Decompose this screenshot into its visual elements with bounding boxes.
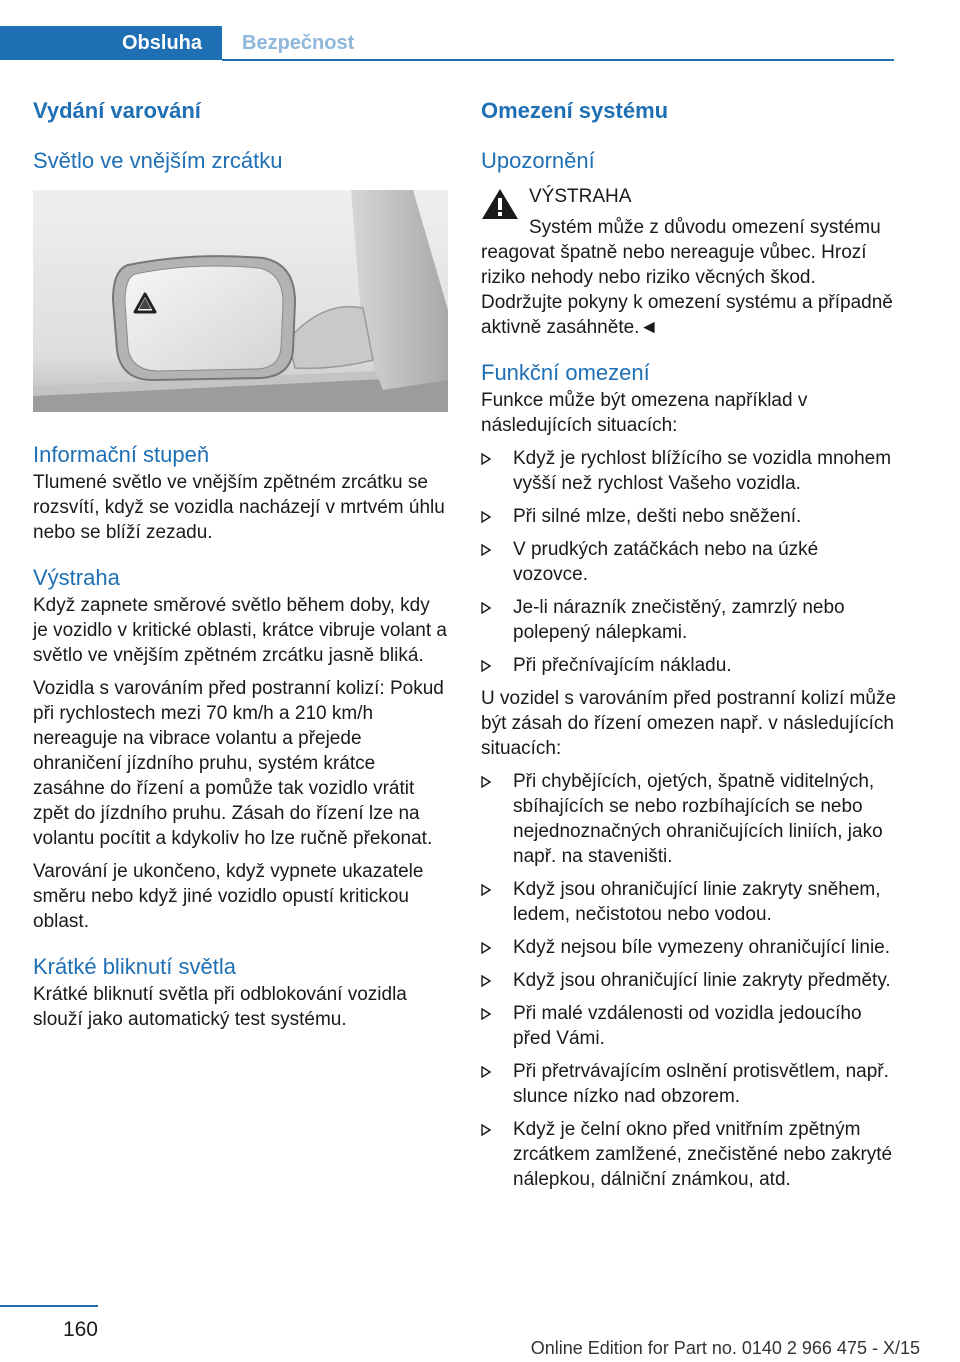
edition-footer: Online Edition for Part no. 0140 2 966 475 - X/15 [530,1338,920,1358]
triangle-bullet-icon [481,776,491,788]
info-level-text: Tlumené světlo ve vnějším zpětném zrcátku se rozsvítí, když se vozidla nacházejí v mrtvém úhlu nebo se blíží zezadu. [33,472,445,543]
list-item: Když je rychlost blížícího se vozidla mnohem vyšší než rychlost Vašeho vozidla. [481,446,896,496]
warning-paragraph-2: Vozidla s varováním před postranní kolizí: Pokud při rychlostech mezi 70 km/h a 210 km/h nereaguje na vibrace volantu a přejede ohraničení jízdního pruhu, systém krátce zasáhne do řízení a pomůže tak vozidlo vrátit zpět do jízdního pruhu. Zásah do řízení lze na volantu pocítit a kdykoliv ho lze ručně překonat. [33,678,444,849]
triangle-bullet-icon [481,453,491,465]
footer-divider [0,1305,98,1307]
list-item: Při silné mlze, dešti nebo sněžení. [481,504,896,529]
right-column [481,96,896,1200]
triangle-bullet-icon [481,660,491,672]
triangle-bullet-icon [481,602,491,614]
list-item: Když jsou ohraničující linie zakryty předměty. [481,968,896,993]
list-item: V prudkých zatáčkách nebo na úzké vozovce. [481,537,896,587]
short-blink-text: Krátké bliknutí světla při odblokování vozidla slouží jako automatický test systému. [33,984,407,1030]
functional-limits-intro: Funkce může být omezena například v následujících situacích: [481,390,808,436]
list-item: Při malé vzdálenosti od vozidla jedoucího před Vámi. [481,1001,896,1051]
triangle-bullet-icon [481,1066,491,1078]
list-item: Je-li nárazník znečistěný, zamrzlý nebo polepený nálepkami. [481,595,896,645]
section-title-limits: Omezení systému [481,98,669,123]
tab-bezpecnost[interactable]: Bezpečnost [242,31,355,54]
section-title-warnings: Vydání varování [33,98,201,123]
header-divider [222,59,894,61]
warning-paragraph-3: Varování je ukončeno, když vypnete ukazatele směru nebo když jiné vozidlo opustí kritickou oblast. [33,861,424,932]
left-column [33,96,448,1040]
tab-obsluha[interactable]: Obsluha [0,26,222,60]
list-item: Když je čelní okno před vnitřním zpětným zrcátkem zamlžené, znečistěné nebo zakryté nálepkou, dálniční známkou, atd. [481,1117,896,1192]
triangle-bullet-icon [481,544,491,556]
warning-box [481,184,896,340]
steering-limits-list [481,769,896,1192]
heading-info-level: Informační stupeň [33,442,210,467]
heading-functional-limits: Funkční omezení [481,360,650,385]
triangle-bullet-icon [481,975,491,987]
mirror-illustration [33,190,448,412]
heading-notice: Upozornění [481,148,595,173]
warning-paragraph-1: Když zapnete směrové světlo během doby, kdy je vozidlo v kritické oblasti, krátce vibruje volant a světlo ve vnějším zpětném zrcátku jasně bliká. [33,595,447,666]
steering-limits-intro: U vozidel s varováním před postranní kolizí může být zásah do řízení omezen např. v následujících situacích: [481,688,897,759]
warning-title: VÝSTRAHA [529,186,632,207]
warning-body: Systém může z důvodu omezení systému reagovat špatně nebo nereaguje vůbec. Hrozí riziko nehody nebo riziko věcných škod. Dodržujte pokyny k omezení systému a případně aktivně zasáhněte.◄ [481,217,893,338]
triangle-bullet-icon [481,884,491,896]
list-item: Když jsou ohraničující linie zakryty sněhem, ledem, nečistotou nebo vodou. [481,877,896,927]
subsection-mirror-light: Světlo ve vnějším zrcátku [33,148,283,173]
triangle-bullet-icon [481,942,491,954]
triangle-bullet-icon [481,1124,491,1136]
list-item: Když nejsou bíle vymezeny ohraničující linie. [481,935,896,960]
triangle-bullet-icon [481,511,491,523]
list-item: Při přetrvávajícím oslnění protisvětlem, např. slunce nízko nad obzorem. [481,1059,896,1109]
functional-limits-list [481,446,896,678]
heading-short-blink: Krátké bliknutí světla [33,954,236,979]
triangle-bullet-icon [481,1008,491,1020]
page-header [0,0,894,62]
list-item: Při chybějících, ojetých, špatně viditelných, sbíhajících se nebo rozbíhajících se nebo nejednoznačných ohraničujících liniích, jako např. na staveništi. [481,769,896,869]
page-number: 160 [62,1318,98,1341]
heading-warning: Výstraha [33,565,120,590]
warning-triangle-icon [481,187,519,221]
list-item: Při přečnívajícím nákladu. [481,653,896,678]
